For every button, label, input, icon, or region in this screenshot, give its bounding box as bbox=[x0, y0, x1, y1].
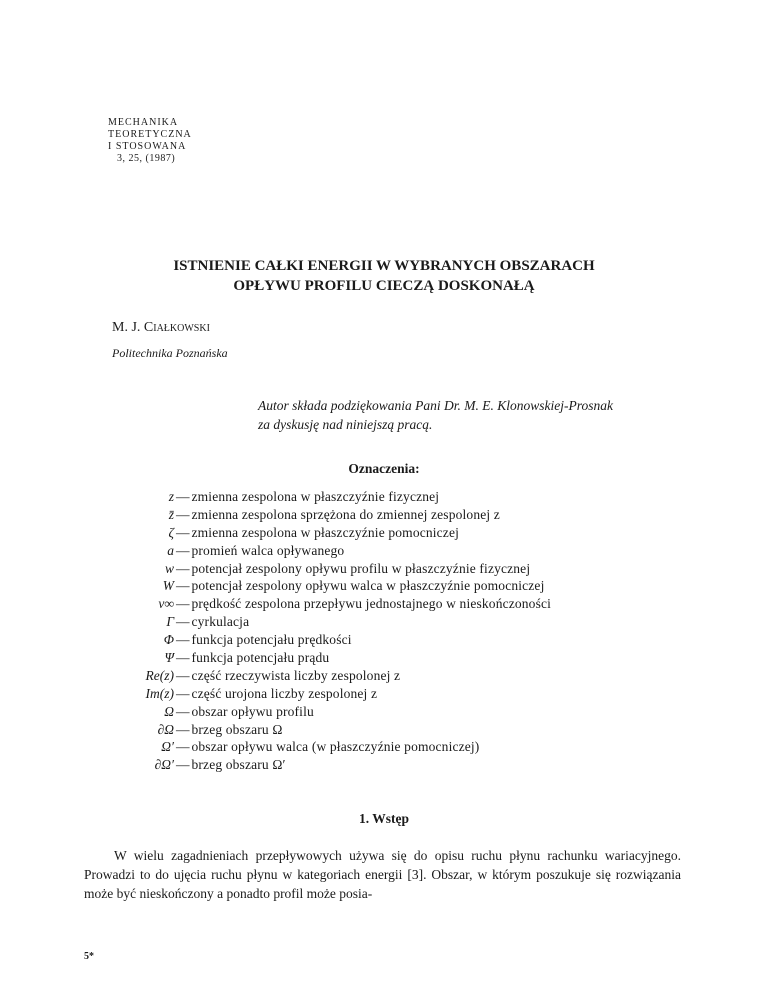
notation-description: promień walca opływanego bbox=[191, 542, 345, 558]
notation-dash: — bbox=[176, 542, 190, 558]
notation-description: zmienna zespolona sprzężona do zmiennej zespolonej z bbox=[191, 506, 500, 522]
notation-item bbox=[100, 721, 551, 739]
notation-item bbox=[100, 738, 551, 756]
notation-symbol: Ω bbox=[164, 703, 174, 719]
paper-title bbox=[0, 256, 768, 296]
notation-symbol: ζ bbox=[168, 524, 174, 540]
notation-symbol: Ω′ bbox=[161, 739, 174, 755]
notation-symbol: ∂Ω′ bbox=[154, 757, 174, 773]
notation-symbol: Γ bbox=[166, 614, 174, 630]
notation-description: część urojona liczby zespolonej z bbox=[191, 685, 378, 701]
notation-dash: — bbox=[176, 614, 190, 630]
journal-line-3: I STOSOWANA bbox=[108, 141, 187, 152]
notation-symbol: Φ bbox=[163, 632, 174, 648]
paper-title-line-1: ISTNIENIE CAŁKI ENERGII W WYBRANYCH OBSZARACH bbox=[173, 258, 595, 274]
notation-dash: — bbox=[176, 578, 190, 594]
notation-description: zmienna zespolona w płaszczyźnie fizycznej bbox=[191, 489, 440, 504]
notation-item bbox=[100, 613, 551, 631]
notation-description: prędkość zespolona przepływu jednostajnego w nieskończoności bbox=[191, 596, 552, 612]
journal-line-1: MECHANIKA bbox=[108, 117, 179, 128]
notation-heading: Oznaczenia: bbox=[348, 461, 420, 476]
notation-dash: — bbox=[176, 506, 190, 522]
section-body bbox=[84, 846, 681, 903]
notation-dash: — bbox=[176, 739, 190, 755]
journal-header bbox=[108, 117, 192, 165]
notation-item bbox=[100, 756, 551, 774]
notation-symbol: v∞ bbox=[158, 596, 174, 612]
page-footer-mark: 5* bbox=[84, 951, 94, 962]
notation-item bbox=[100, 524, 551, 542]
notation-item bbox=[100, 631, 551, 649]
notation-symbol: a bbox=[167, 542, 174, 558]
notation-dash: — bbox=[176, 489, 190, 504]
notation-item bbox=[100, 667, 551, 685]
notation-symbol: Re(z) bbox=[145, 667, 174, 683]
notation-description: brzeg obszaru Ω′ bbox=[191, 757, 286, 773]
notation-symbol: z bbox=[168, 489, 174, 504]
notation-description: potencjał zespolony opływu profilu w płaszczyźnie fizycznej bbox=[191, 560, 531, 576]
notation-item bbox=[100, 685, 551, 703]
notation-symbol: Im(z) bbox=[145, 685, 174, 701]
acknowledgement bbox=[258, 396, 613, 434]
notation-description: funkcja potencjału prądu bbox=[191, 650, 330, 666]
notation-description: brzeg obszaru Ω bbox=[191, 721, 283, 737]
notation-item bbox=[100, 560, 551, 578]
notation-dash: — bbox=[176, 650, 190, 666]
notation-description: potencjał zespolony opływu walca w płaszczyźnie pomocniczej bbox=[191, 578, 545, 594]
notation-item bbox=[100, 703, 551, 721]
notation-symbol: z̄ bbox=[168, 506, 174, 522]
notation-item bbox=[100, 542, 551, 560]
notation-dash: — bbox=[176, 667, 190, 683]
notation-item bbox=[100, 488, 551, 506]
notation-description: część rzeczywista liczby zespolonej z bbox=[191, 667, 401, 683]
notation-item bbox=[100, 649, 551, 667]
notation-item bbox=[100, 595, 551, 613]
section-heading: 1. Wstęp bbox=[358, 811, 409, 826]
journal-issue: 3, 25, (1987) bbox=[117, 153, 176, 164]
notation-item bbox=[100, 577, 551, 595]
notation-description: obszar opływu profilu bbox=[191, 703, 314, 719]
notation-symbol: W bbox=[162, 578, 174, 594]
notation-description: obszar opływu walca (w płaszczyźnie pomocniczej) bbox=[191, 739, 480, 755]
notation-dash: — bbox=[176, 721, 190, 737]
notation-item bbox=[100, 506, 551, 524]
notation-dash: — bbox=[176, 560, 190, 576]
author-affiliation: Politechnika Poznańska bbox=[112, 346, 228, 360]
notation-description: zmienna zespolona w płaszczyźnie pomocniczej bbox=[191, 524, 459, 540]
acknowledgement-line-2: za dyskusję nad niniejszą pracą. bbox=[258, 417, 433, 432]
notation-symbol: ∂Ω bbox=[157, 721, 174, 737]
notation-symbol: w bbox=[164, 560, 174, 576]
notation-dash: — bbox=[176, 757, 190, 773]
notation-dash: — bbox=[176, 703, 190, 719]
author-surname: Ciałkowski bbox=[143, 320, 210, 335]
journal-line-2: TEORETYCZNA bbox=[108, 129, 192, 140]
section-paragraph: W wielu zagadnieniach przepływowych używa się do opisu ruchu płynu rachunku wariacyjnego. Prowadzi to do ujęcia ruchu płynu w kategoriach energii [3]. Obszar, w którym poszukuje się rozwiązania może być nieskończony a ponadto profil może posia- bbox=[84, 848, 681, 901]
paper-title-line-2: OPŁYWU PROFILU CIECZĄ DOSKONAŁĄ bbox=[233, 278, 535, 294]
author-initials: M. J. bbox=[112, 320, 141, 335]
notation-dash: — bbox=[176, 596, 190, 612]
acknowledgement-line-1: Autor składa podziękowania Pani Dr. M. E. Klonowskiej-Prosnak bbox=[258, 398, 613, 413]
notation-description: cyrkulacja bbox=[191, 614, 250, 630]
notation-description: funkcja potencjału prędkości bbox=[191, 632, 352, 648]
notation-dash: — bbox=[176, 685, 190, 701]
notation-dash: — bbox=[176, 524, 190, 540]
notation-dash: — bbox=[176, 632, 190, 648]
notation-list bbox=[100, 488, 551, 774]
author-name bbox=[112, 320, 210, 336]
notation-symbol: Ψ bbox=[164, 650, 174, 666]
